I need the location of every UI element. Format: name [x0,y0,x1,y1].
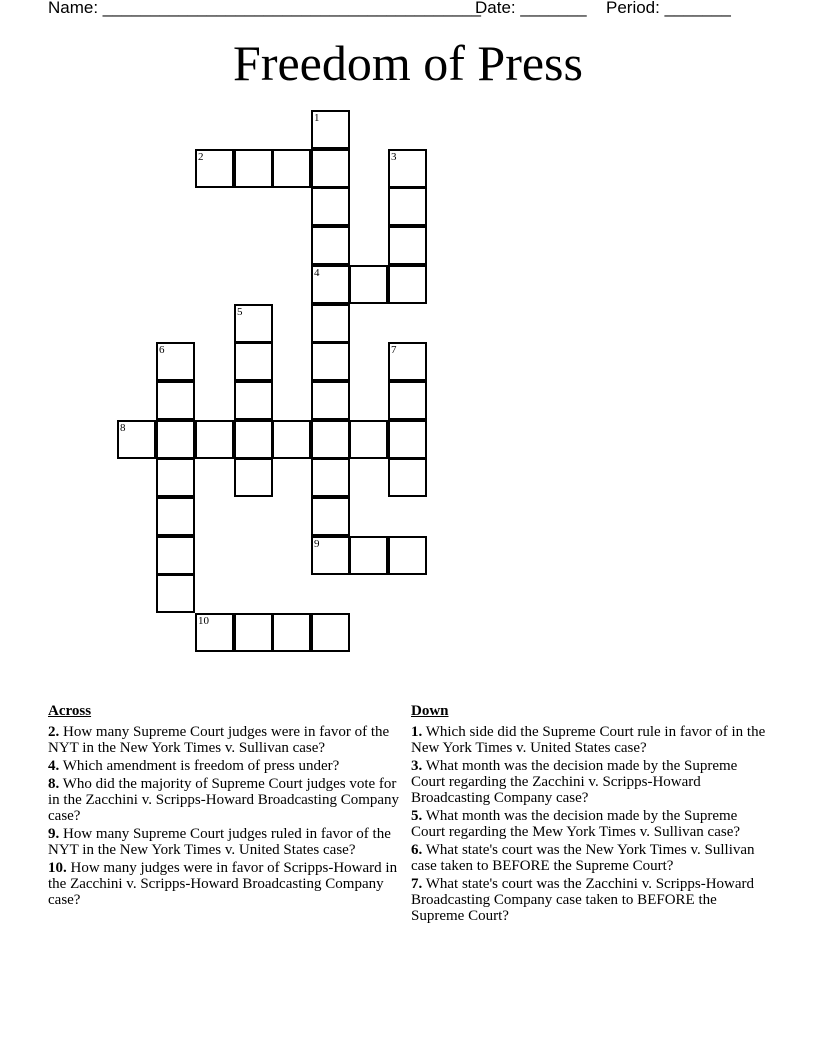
clue-label: 7. [411,876,423,892]
clue-text: What state's court was the New York Times v. Sullivan case taken to BEFORE the Supreme Court? [411,842,755,874]
clue-text: What state's court was the Zacchini v. Scripps-Howard Broadcasting Company case taken to BEFORE the Supreme Court? [411,876,755,924]
name-field-label[interactable]: Name: ________________________________________ [48,0,481,17]
across-clues [48,702,400,910]
crossword-cell[interactable] [349,536,388,575]
crossword-cell[interactable] [311,536,350,575]
clue-item [411,758,771,806]
clue-label: 3. [411,758,423,774]
crossword-cell[interactable] [388,342,427,381]
clue-text: Which amendment is freedom of press under? [62,758,340,774]
crossword-cell[interactable] [349,420,388,459]
clue-text: Which side did the Supreme Court rule in favor of in the New York Times v. United States case? [411,724,766,756]
crossword-cell[interactable] [311,342,350,381]
crossword-cell[interactable] [311,265,350,304]
crossword-cell[interactable] [117,420,156,459]
date-field-label[interactable]: Date: _______ [475,0,587,17]
crossword-cell[interactable] [272,420,311,459]
clue-text: How many Supreme Court judges ruled in favor of the NYT in the New York Times v. United States case? [48,826,391,858]
crossword-cell[interactable] [234,342,273,381]
clue-label: 5. [411,808,423,824]
clue-item [411,876,771,924]
clue-number: 7 [391,344,397,356]
crossword-cell[interactable] [311,497,350,536]
clue-item [411,808,771,840]
clue-item [48,860,400,908]
clue-text: How many Supreme Court judges were in favor of the NYT in the New York Times v. Sullivan case? [48,724,390,756]
clue-label: 2. [48,724,60,740]
crossword-cell[interactable] [388,265,427,304]
clue-item [48,724,400,756]
crossword-cell[interactable] [311,187,350,226]
clue-number: 1 [314,112,320,124]
crossword-cell[interactable] [195,149,234,188]
crossword-cell[interactable] [311,381,350,420]
page-title: Freedom of Press [233,35,583,91]
crossword-cell[interactable] [156,458,195,497]
clue-item [48,776,400,824]
crossword-cell[interactable] [311,110,350,149]
crossword-cell[interactable] [388,381,427,420]
clue-text: How many judges were in favor of Scripps-Howard in the Zacchini v. Scripps-Howard Broadcasting Company case? [48,860,398,908]
crossword-cell[interactable] [311,226,350,265]
crossword-cell[interactable] [388,420,427,459]
crossword-cell[interactable] [195,613,234,652]
crossword-cell[interactable] [156,420,195,459]
crossword-cell[interactable] [234,613,273,652]
crossword-cell[interactable] [311,420,350,459]
clue-number: 6 [159,344,165,356]
down-heading: Down [411,703,449,719]
crossword-cell[interactable] [388,536,427,575]
crossword-cell[interactable] [311,458,350,497]
down-clues [411,702,771,926]
clue-item [48,758,400,774]
clue-label: 1. [411,724,423,740]
clue-text: What month was the decision made by the Supreme Court regarding the Mew York Times v. Sullivan case? [411,808,741,840]
crossword-cell[interactable] [388,458,427,497]
crossword-cell[interactable] [349,265,388,304]
clue-label: 6. [411,842,423,858]
clue-number: 3 [391,151,397,163]
clue-label: 9. [48,826,60,842]
clue-number: 9 [314,538,320,550]
crossword-cell[interactable] [156,497,195,536]
clue-text: What month was the decision made by the Supreme Court regarding the Zacchini v. Scripps-Howard Broadcasting Company case? [411,758,738,806]
crossword-cell[interactable] [156,381,195,420]
crossword-cell[interactable] [311,149,350,188]
clue-number: 8 [120,422,126,434]
clue-label: 8. [48,776,60,792]
period-field-label[interactable]: Period: _______ [606,0,731,17]
crossword-cell[interactable] [311,304,350,343]
clue-number: 5 [237,306,243,318]
clue-number: 4 [314,267,320,279]
crossword-cell[interactable] [234,149,273,188]
crossword-cell[interactable] [234,304,273,343]
crossword-cell[interactable] [195,420,234,459]
crossword-cell[interactable] [272,613,311,652]
crossword-cell[interactable] [234,458,273,497]
clue-number: 10 [198,615,209,627]
crossword-cell[interactable] [234,381,273,420]
clue-text: Who did the majority of Supreme Court judges vote for in the Zacchini v. Scripps-Howard Broadcasting Company case? [48,776,400,824]
crossword-cell[interactable] [388,226,427,265]
crossword-cell[interactable] [388,149,427,188]
crossword-cell[interactable] [272,149,311,188]
clue-number: 2 [198,151,204,163]
crossword-cell[interactable] [156,342,195,381]
crossword-cell[interactable] [156,536,195,575]
clue-label: 4. [48,758,60,774]
across-heading: Across [48,703,92,719]
clue-label: 10. [48,860,67,876]
crossword-cell[interactable] [234,420,273,459]
crossword-cell[interactable] [388,187,427,226]
crossword-cell[interactable] [156,574,195,613]
crossword-cell[interactable] [311,613,350,652]
clue-item [411,724,771,756]
clue-item [48,826,400,858]
clue-item [411,842,771,874]
